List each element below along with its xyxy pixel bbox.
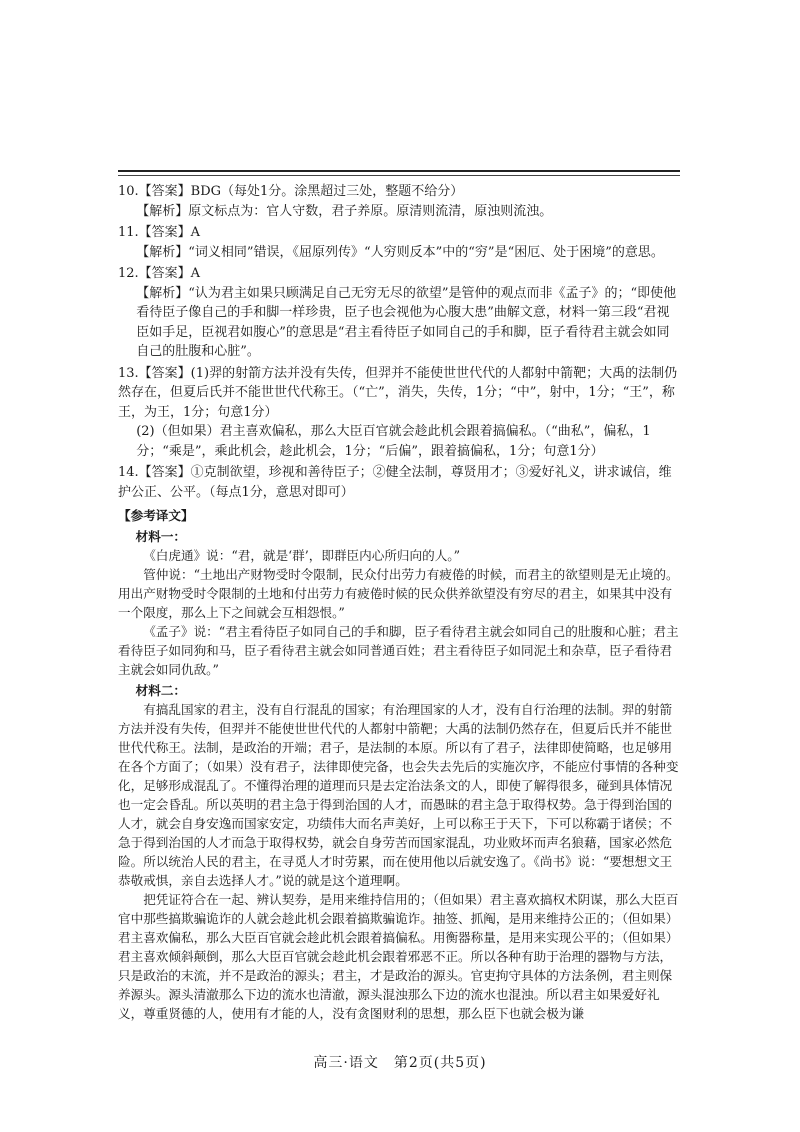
answer-q10 <box>118 182 680 221</box>
answer-section <box>118 182 680 502</box>
answer-line: 11.【答案】A <box>118 225 201 240</box>
answer-line: 10.【答案】BDG（每处1分。涂黑超过三处，整题不给分） <box>118 184 464 199</box>
header-rule-thick <box>118 170 680 172</box>
translation-paragraph: 有搞乱国家的君主，没有自行混乱的国家；有治理国家的人才，没有自行治理的法制。羿的射箭方法并没有失传，但羿并不能使世世代代的人都射中箭靶；大禹的法制仍然存在，但夏后氏并不能世世代代称王。法制，是政治的开端；君子，是法制的本原。所以有了君子，法律即使简略，也足够用在各个方面了；（如果）没有君子，法律即使完备，也会失去先后的实施次序，不能应付事情的各种变化，足够形成混乱了。不懂得治理的道理而只是去定治法条文的人，即使了解得很多，碰到具体情况也一定会昏乱。所以英明的君主急于得到治国的人才，而愚昧的君主急于取得权势。急于得到治国的人才，就会自身安逸而国家安定，功绩伟大而名声美好，上可以称王于天下，下可以称霸于诸侯；不急于得到治国的人才而急于取得权势，就会自身劳苦而国家混乱，功业败坏而声名狼藉，国家必然危险。所以统治人民的君主，在寻觅人才时劳累，而在使用他以后就安逸了。《尚书》说：“要想想文王恭敬戒惧，亲自去选择人才。”说的就是这个道理啊。 <box>118 702 679 888</box>
translation-heading: 【参考译文】 <box>118 508 194 523</box>
translation-paragraph: 把凭证符合在一起、辨认契券，是用来维持信用的；（但如果）君主喜欢搞权术阴谋，那么大臣百官中那些搞欺骗诡诈的人就会趁此机会跟着搞欺骗诡诈。抽签、抓阄，是用来维持公正的；（但如果）君主喜欢偏私，那么大臣百官就会趁此机会跟着搞偏私。用衡器称量，是用来实现公平的；（但如果）君主喜欢倾斜颠倒，那么大臣百官就会趁此机会跟着邪恶不正。所以各种有助于治理的器物与方法，只是政治的末流，并不是政治的源头；君主，才是政治的源头。官吏拘守具体的方法条例，君主则保养源头。源头清澈那么下边的流水也清澈，源头混浊那么下边的流水也混浊。所以君主如果爱好礼义，尊重贤德的人，使用有才能的人，没有贪图财利的思想，那么臣下也就会极为谦 <box>118 892 679 1021</box>
analysis-line: 【解析】原文标点为：官人守数，君子养原。原清则流清，原浊则流浊。 <box>136 203 553 219</box>
translation-paragraph: 管仲说：“土地出产财物受时令限制，民众付出劳力有疲倦的时候，而君主的欲望则是无止境的。用出产财物受时令限制的土地和付出劳力有疲倦时候的民众供养欲望没有穷尽的君主，如果其中没有一个限度，那么上下之间就会互相怨恨。” <box>118 567 679 620</box>
header-rule-thin <box>118 175 680 176</box>
answer-line: 13.【答案】(1)羿的射箭方法并没有失传，但羿并不能使世世代代的人都射中箭靶；大禹的法制仍然存在，但夏后氏并不能世世代代称王。（“亡”，消失，失传，1分；“中”，射中，1分；“王”，称王，为王，1分；句意1分） <box>118 365 678 420</box>
answer-subline: (2)（但如果）君主喜欢偏私，那么大臣百官就会趁此机会跟着搞偏私。（“曲私”，偏私，1分；“乘是”，乘此机会，趁此机会，1分；“后偏”，跟着搞偏私，1分；句意1分） <box>136 424 651 459</box>
translation-paragraph: 《孟子》说：“君主看待臣子如同自己的手和脚，臣子看待君主就会如同自己的肚腹和心脏；君主看待臣子如同狗和马，臣子看待君主就会如同普通百姓；君主看待臣子如同泥土和杂草，臣子看待君主就会如同仇敌。” <box>118 624 679 677</box>
answer-q11 <box>118 223 680 262</box>
translation-section <box>118 506 680 1023</box>
page-footer: 高三·语文 第2页(共5页) <box>313 1055 487 1071</box>
analysis-line: 【解析】“词义相同”错误，《屈原列传》“人穷则反本”中的“穷”是“困厄、处于困境”的意思。 <box>136 244 664 260</box>
answer-q14 <box>118 463 680 502</box>
page-content <box>118 180 680 1023</box>
answer-q12 <box>118 264 680 362</box>
analysis-line: 【解析】“认为君主如果只顾满足自己无穷无尽的欲望”是管仲的观点而非《孟子》的；“即使他看待臣子像自己的手和脚一样珍贵，臣子也会视他为心腹大患”曲解文意，材料一第三段“君视臣如手足，臣视君如腹心”的意思是“君主看待臣子如同自己的手和脚，臣子看待君主就会如同自己的肚腹和心脏”。 <box>136 285 677 359</box>
translation-paragraph: 《白虎通》说：“君，就是‘群’，即群臣内心所归向的人。” <box>143 548 461 563</box>
material1-label: 材料一： <box>135 529 186 544</box>
answer-line: 14.【答案】①克制欲望，珍视和善待臣子；②健全法制，尊贤用才；③爱好礼义，讲求诚信，维护公正、公平。（每点1分，意思对即可） <box>118 465 672 500</box>
answer-q13 <box>118 364 680 462</box>
answer-line: 12.【答案】A <box>118 266 201 281</box>
material2-label: 材料二： <box>135 683 186 698</box>
